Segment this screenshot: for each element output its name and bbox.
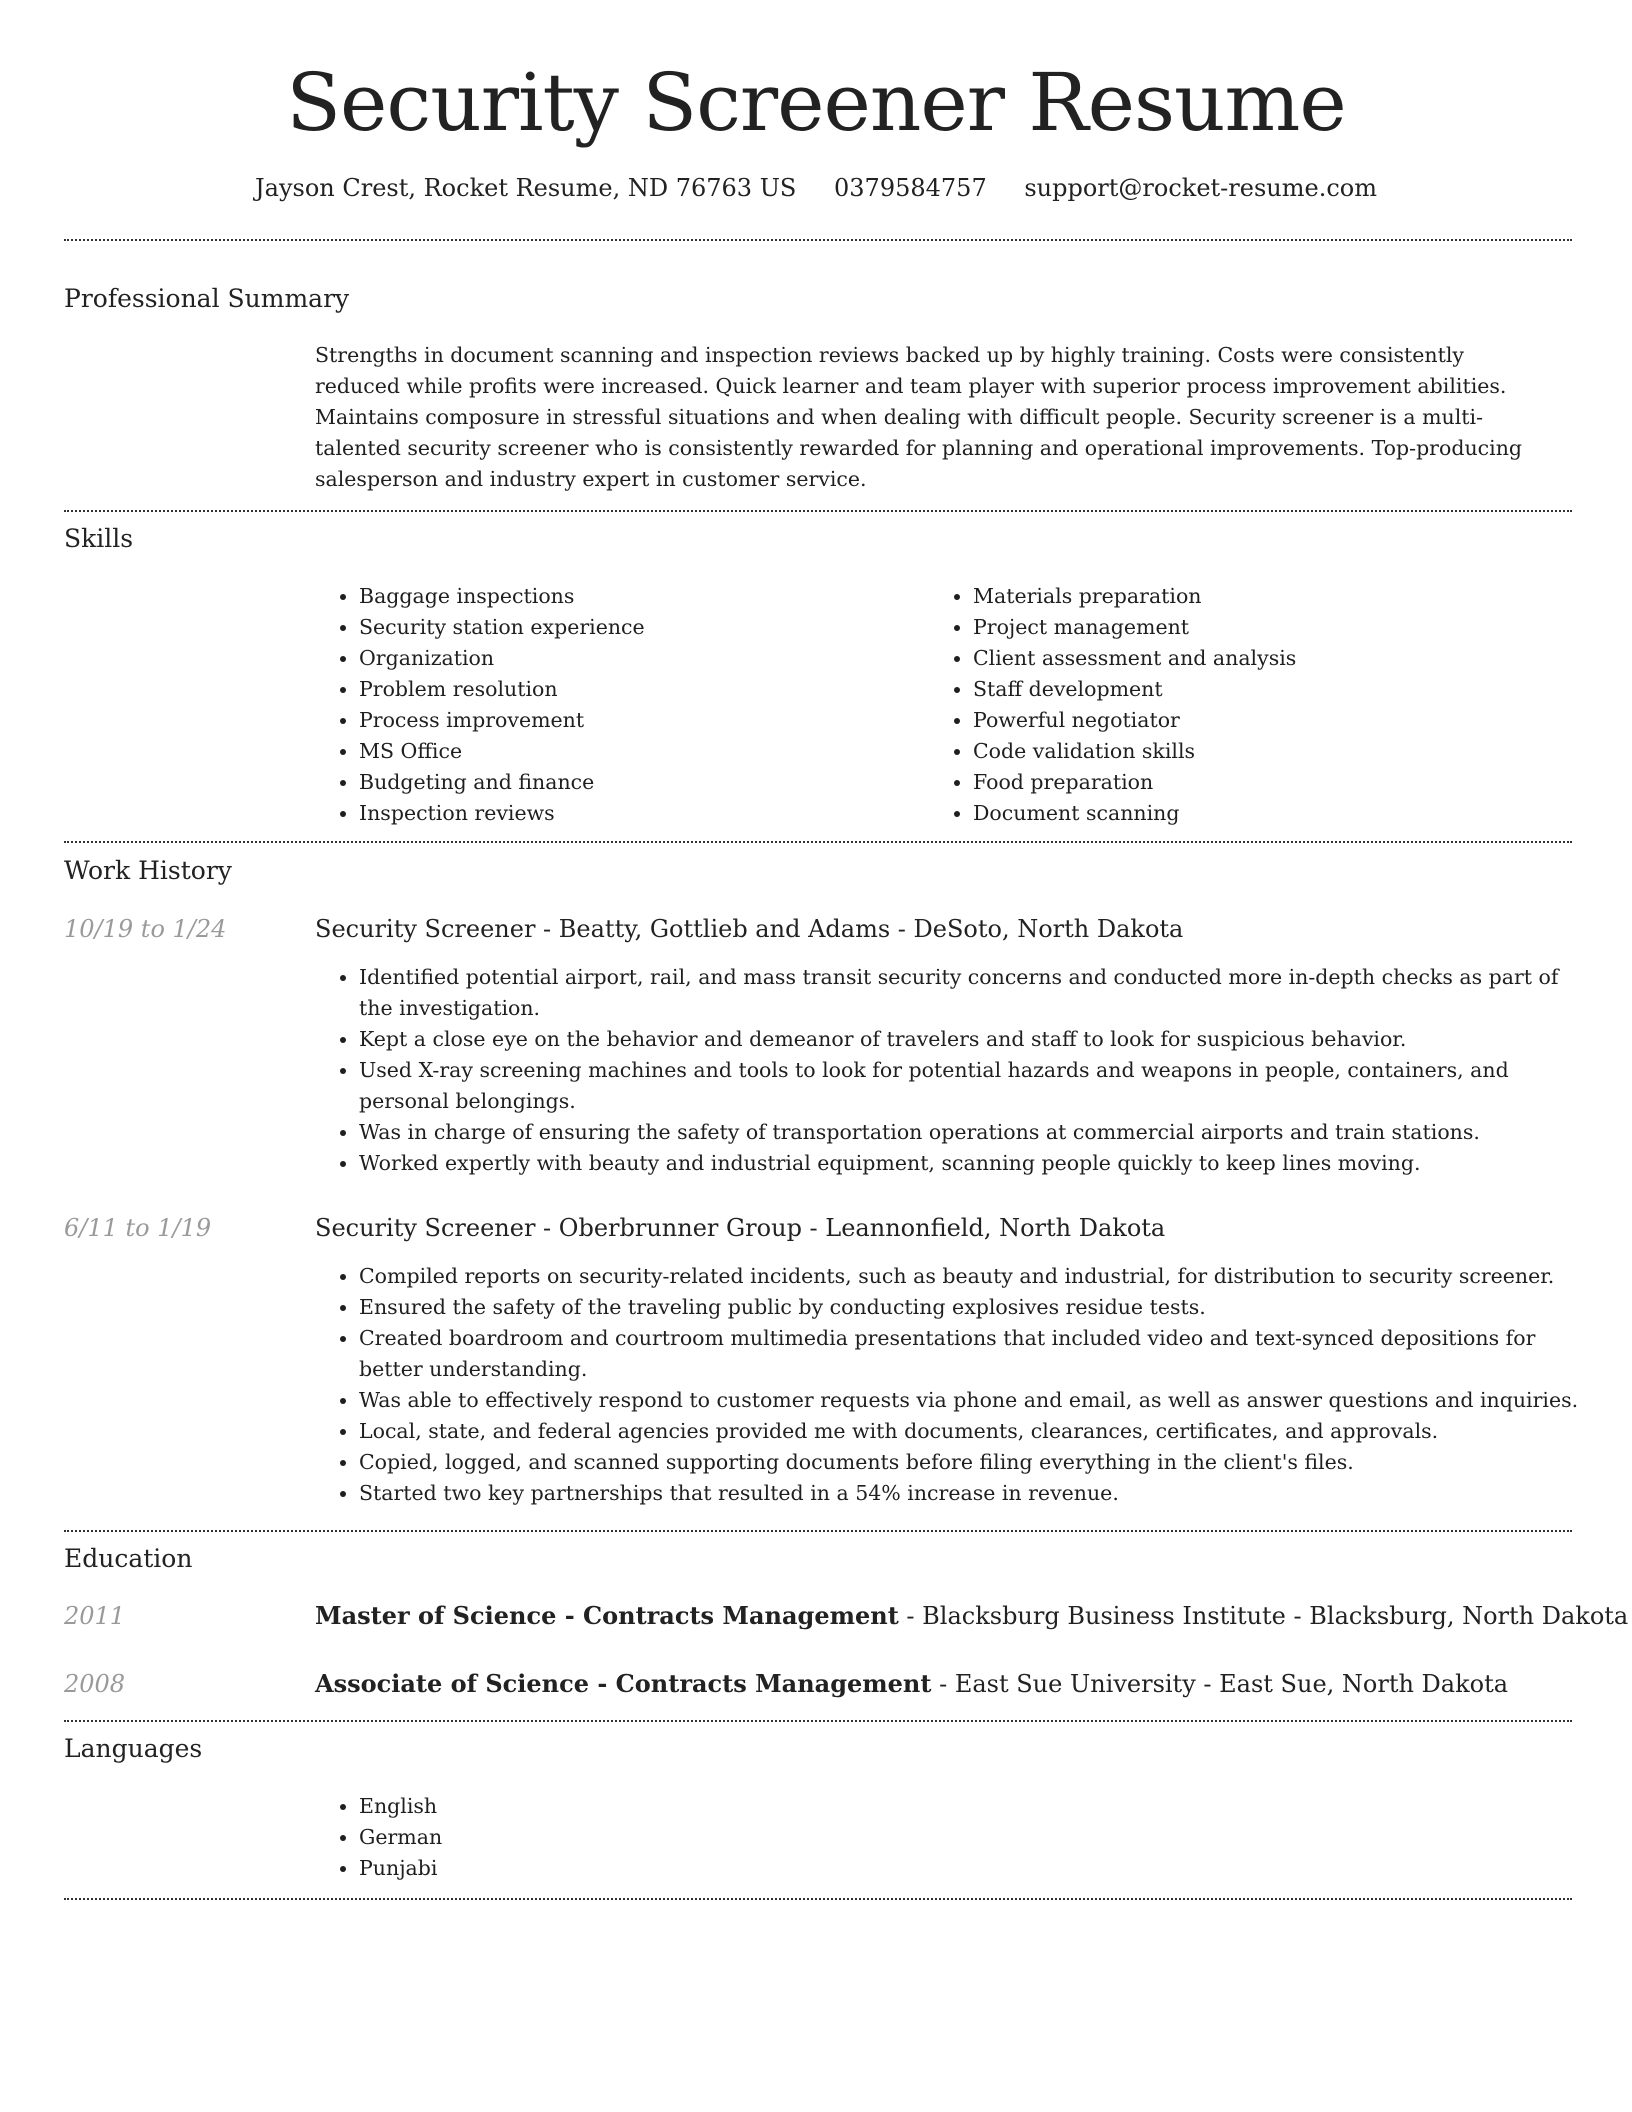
list-item: • Compiled reports on security-related incidents, such as beauty and industrial, for distribution to security screener. — [359, 1261, 1589, 1292]
education-school: - East Sue University - East Sue, North Dakota — [931, 1670, 1509, 1698]
education-entry — [315, 1668, 1508, 1700]
list-item: • German — [359, 1822, 959, 1853]
list-item: • MS Office — [359, 736, 919, 767]
work-heading: Work History — [64, 856, 232, 885]
education-degree: Master of Science - Contracts Management — [315, 1601, 899, 1630]
job-bullets — [315, 1261, 1589, 1509]
education-school: - Blacksburg Business Institute - Blacksburg, North Dakota — [898, 1602, 1629, 1630]
resume-title: Security Screener Resume — [286, 56, 1346, 149]
skills-heading: Skills — [64, 524, 134, 553]
divider — [64, 1720, 1572, 1722]
job-dates: 10/19 to 1/24 — [64, 915, 227, 943]
job-dates: 6/11 to 1/19 — [64, 1214, 212, 1242]
list-item: • Client assessment and analysis — [973, 643, 1573, 674]
divider — [64, 1898, 1572, 1900]
contact-line — [0, 172, 1632, 204]
list-item: • English — [359, 1791, 959, 1822]
list-item: • Kept a close eye on the behavior and demeanor of travelers and staff to look for suspicious behavior. — [359, 1024, 1589, 1055]
list-item: • Budgeting and finance — [359, 767, 919, 798]
education-entry — [315, 1600, 1628, 1632]
contact-email: support@rocket-resume.com — [1024, 174, 1377, 202]
list-item: • Food preparation — [973, 767, 1573, 798]
list-item: • Local, state, and federal agencies provided me with documents, clearances, certificates, and approvals. — [359, 1416, 1589, 1447]
list-item: • Was able to effectively respond to customer requests via phone and email, as well as answer questions and inquiries. — [359, 1385, 1589, 1416]
divider — [64, 239, 1572, 241]
list-item: • Punjabi — [359, 1853, 959, 1884]
list-item: • Powerful negotiator — [973, 705, 1573, 736]
list-item: • Project management — [973, 612, 1573, 643]
languages-heading: Languages — [64, 1734, 203, 1763]
skills-list-right — [929, 581, 1573, 829]
list-item: • Security station experience — [359, 612, 919, 643]
list-item: • Organization — [359, 643, 919, 674]
list-item: • Staff development — [973, 674, 1573, 705]
education-year: 2011 — [64, 1602, 126, 1630]
job-title: Security Screener - Oberbrunner Group - Leannonfield, North Dakota — [315, 1214, 1166, 1242]
list-item: • Process improvement — [359, 705, 919, 736]
education-heading: Education — [64, 1544, 193, 1573]
contact-phone: 0379584757 — [834, 174, 987, 202]
list-item: • Was in charge of ensuring the safety of transportation operations at commercial airports and train stations. — [359, 1117, 1589, 1148]
list-item: • Baggage inspections — [359, 581, 919, 612]
languages-list — [315, 1791, 959, 1884]
list-item: • Document scanning — [973, 798, 1573, 829]
list-item: • Created boardroom and courtroom multimedia presentations that included video and text-synced depositions for better understanding. — [359, 1323, 1589, 1385]
list-item: • Materials preparation — [973, 581, 1573, 612]
list-item: • Code validation skills — [973, 736, 1573, 767]
list-item: • Ensured the safety of the traveling public by conducting explosives residue tests. — [359, 1292, 1589, 1323]
summary-heading: Professional Summary — [64, 284, 350, 313]
list-item: • Identified potential airport, rail, and mass transit security concerns and conducted more in-depth checks as part of the investigation. — [359, 962, 1589, 1024]
list-item: • Copied, logged, and scanned supporting documents before filing everything in the client's files. — [359, 1447, 1589, 1478]
list-item: • Worked expertly with beauty and industrial equipment, scanning people quickly to keep lines moving. — [359, 1148, 1589, 1179]
list-item: • Inspection reviews — [359, 798, 919, 829]
job-bullets — [315, 962, 1589, 1179]
skills-list-left — [315, 581, 919, 829]
list-item: • Started two key partnerships that resulted in a 54% increase in revenue. — [359, 1478, 1589, 1509]
summary-text: Strengths in document scanning and inspection reviews backed up by highly training. Costs were consistently reduced while profits were increased. Quick learner and team player with superior process improvement abilities. Maintains composure in stressful situations and when dealing with difficult people. Security screener is a multi-talented security screener who is consistently rewarded for planning and operational improvements. Top-producing salesperson and industry expert in customer service. — [315, 343, 1523, 491]
list-item: • Problem resolution — [359, 674, 919, 705]
job-title: Security Screener - Beatty, Gottlieb and Adams - DeSoto, North Dakota — [315, 915, 1184, 943]
education-degree: Associate of Science - Contracts Management — [315, 1669, 932, 1698]
divider — [64, 841, 1572, 843]
contact-address: Jayson Crest, Rocket Resume, ND 76763 US — [255, 174, 797, 202]
divider — [64, 1530, 1572, 1532]
list-item: • Used X-ray screening machines and tools to look for potential hazards and weapons in people, containers, and personal belongings. — [359, 1055, 1589, 1117]
education-year: 2008 — [64, 1670, 126, 1698]
divider — [64, 510, 1572, 512]
